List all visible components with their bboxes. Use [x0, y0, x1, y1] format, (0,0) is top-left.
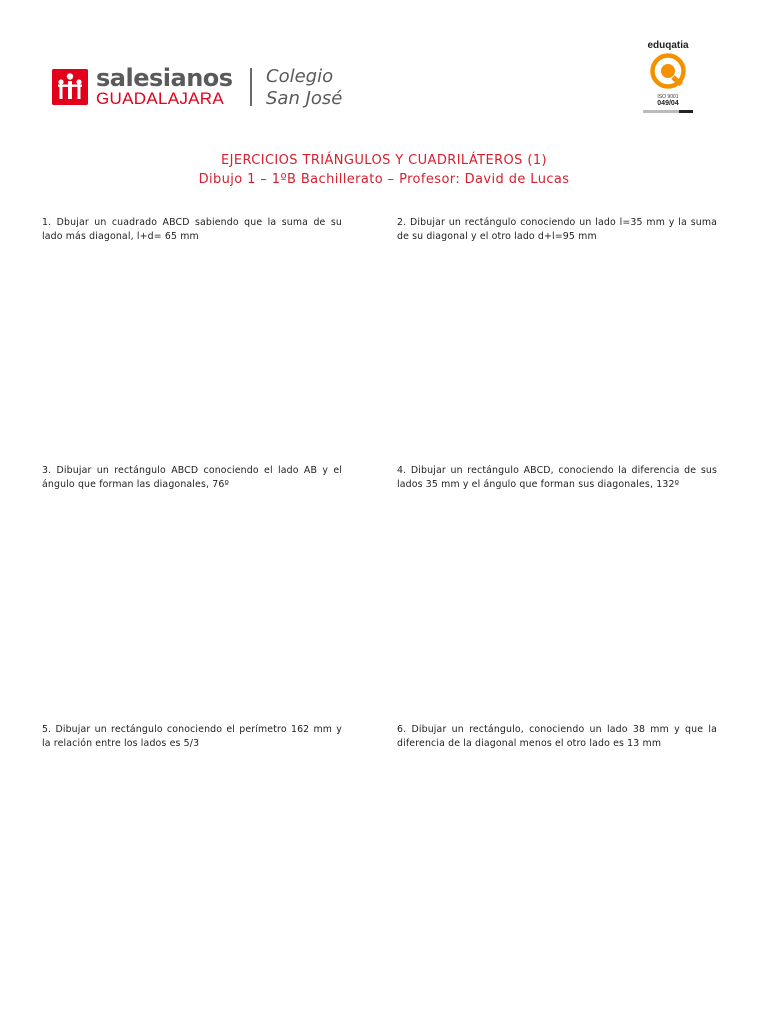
logo-name: salesianos [96, 64, 233, 92]
logo-divider [250, 68, 252, 106]
salesianos-logo [52, 66, 233, 108]
exercise-2: 2. Dibujar un rectángulo conociendo un lado l=35 mm y la suma de su diagonal y el otro lado d+l=95 mm [397, 217, 717, 242]
colegio-logo-text [266, 66, 342, 110]
eduqatia-q-seal-icon [650, 53, 686, 91]
page-subtitle: Dibujo 1 – 1ºB Bachillerato – Profesor: David de Lucas [198, 172, 570, 187]
cert-standard: ISO 9001 [657, 94, 679, 100]
cert-footer-bar [643, 110, 693, 113]
colegio-line-2: San José [266, 88, 343, 109]
cert-number: 049/04 [657, 100, 679, 107]
page-title: EJERCICIOS TRIÁNGULOS Y CUADRILÁTEROS (1) [221, 153, 547, 168]
exercise-1: 1. Dbujar un cuadrado ABCD sabiendo que la suma de su lado más diagonal, l+d= 65 mm [42, 217, 342, 242]
colegio-line-1: Colegio [266, 66, 334, 87]
eduqatia-certification [640, 40, 696, 116]
logo-city: GUADALAJARA [96, 89, 225, 108]
exercise-4: 4. Dibujar un rectángulo ABCD, conociendo la diferencia de sus lados 35 mm y el ángulo que forman sus diagonales, 132º [397, 465, 717, 490]
cert-brand: eduqatia [647, 40, 689, 51]
exercise-5: 5. Dibujar un rectángulo conociendo el perímetro 162 mm y la relación entre los lados es 5/3 [42, 724, 342, 749]
exercise-6: 6. Dibujar un rectángulo, conociendo un lado 38 mm y que la diferencia de la diagonal menos el otro lado es 13 mm [397, 724, 717, 749]
salesianos-figures-logo-icon [52, 69, 88, 105]
exercise-3: 3. Dibujar un rectángulo ABCD conociendo el lado AB y el ángulo que forman las diagonales, 76º [42, 465, 342, 490]
